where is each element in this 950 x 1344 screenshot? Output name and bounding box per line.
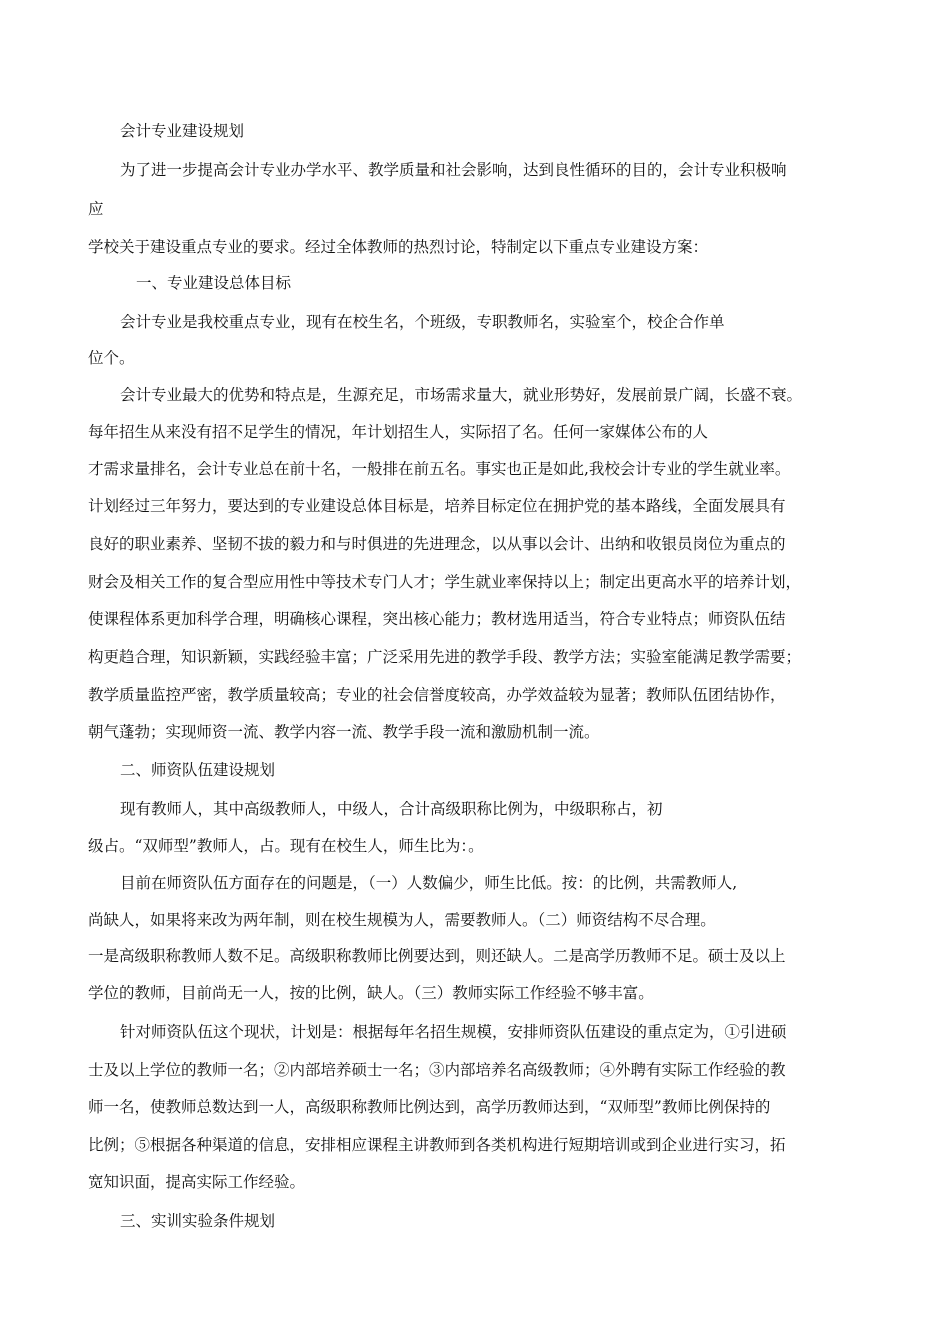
section-heading: 一、专业建设总体目标 (136, 274, 292, 292)
paragraph-line: 计划经过三年努力，要达到的专业建设总体目标是，培养目标定位在拥护党的基本路线，全面发展具有 (88, 497, 786, 515)
paragraph-line: 学校关于建设重点专业的要求。经过全体教师的热烈讨论，特制定以下重点专业建设方案： (88, 238, 709, 256)
paragraph-line: 朝气蓬勃；实现师资一流、教学内容一流、教学手段一流和激励机制一流。 (88, 723, 600, 741)
paragraph-line: 应 (88, 200, 104, 218)
paragraph-line: 师一名，使教师总数达到一人，高级职称教师比例达到，高学历教师达到，“双师型”教师比例保持的 (88, 1098, 771, 1116)
paragraph-line: 现有教师人，其中高级教师人，中级人，合计高级职称比例为，中级职称占，初 (120, 800, 663, 818)
paragraph-line: 位个。 (88, 349, 135, 367)
paragraph-line: 学位的教师，目前尚无一人，按的比例，缺人。（三）教师实际工作经验不够丰富。 (88, 984, 654, 1002)
document-title: 会计专业建设规划 (120, 122, 245, 140)
paragraph-line: 才需求量排名，会计专业总在前十名，一般排在前五名。事实也正是如此,我校会计专业的学生就业率。 (88, 460, 791, 478)
paragraph-line: 一是高级职称教师人数不足。高级职称教师比例要达到，则还缺人。二是高学历教师不足。硕士及以上 (88, 947, 786, 965)
paragraph-line: 尚缺人，如果将来改为两年制，则在校生规模为人，需要教师人。（二）师资结构不尽合理。 (88, 911, 716, 929)
section-heading: 三、实训实验条件规划 (120, 1212, 276, 1230)
paragraph-line: 使课程体系更加科学合理，明确核心课程，突出核心能力；教材选用适当，符合专业特点；师资队伍结 (88, 610, 786, 628)
paragraph-line: 构更趋合理，知识新颖，实践经验丰富；广泛采用先进的教学手段、教学方法；实验室能满足教学需要； (88, 648, 802, 666)
paragraph-line: 士及以上学位的教师一名；②内部培养硕士一名；③内部培养名高级教师；④外聘有实际工作经验的教 (88, 1061, 786, 1079)
paragraph-line: 为了进一步提高会计专业办学水平、教学质量和社会影响，达到良性循环的目的，会计专业积极响 (120, 161, 787, 179)
paragraph-line: 良好的职业素养、坚韧不拔的毅力和与时俱进的先进理念，以从事以会计、出纳和收银员岗位为重点的 (88, 535, 786, 553)
paragraph-line: 财会及相关工作的复合型应用性中等技术专门人才；学生就业率保持以上；制定出更高水平的培养计划， (88, 573, 802, 591)
paragraph-line: 会计专业是我校重点专业，现有在校生名，个班级，专职教师名，实验室个，校企合作单 (120, 313, 725, 331)
section-heading: 二、师资队伍建设规划 (120, 761, 276, 779)
paragraph-line: 比例；⑤根据各种渠道的信息，安排相应课程主讲教师到各类机构进行短期培训或到企业进行实习，拓 (88, 1136, 786, 1154)
paragraph-line: 每年招生从来没有招不足学生的情况，年计划招生人，实际招了名。任何一家媒体公布的人 (88, 423, 709, 441)
paragraph-line: 宽知识面，提高实际工作经验。 (88, 1173, 306, 1191)
paragraph-line: 教学质量监控严密，教学质量较高；专业的社会信誉度较高，办学效益较为显著；教师队伍团结协作， (88, 686, 786, 704)
paragraph-line: 会计专业最大的优势和特点是，生源充足，市场需求量大，就业形势好，发展前景广阔，长盛不衰。 (120, 386, 803, 404)
paragraph-line: 目前在师资队伍方面存在的问题是，（一）人数偏少，师生比低。按：的比例，共需教师人, (120, 874, 738, 892)
paragraph-line: 级占。“双师型”教师人，占。现有在校生人，师生比为：。 (88, 837, 484, 855)
paragraph-line: 针对师资队伍这个现状，计划是：根据每年名招生规模，安排师资队伍建设的重点定为，①引进硕 (120, 1023, 787, 1041)
